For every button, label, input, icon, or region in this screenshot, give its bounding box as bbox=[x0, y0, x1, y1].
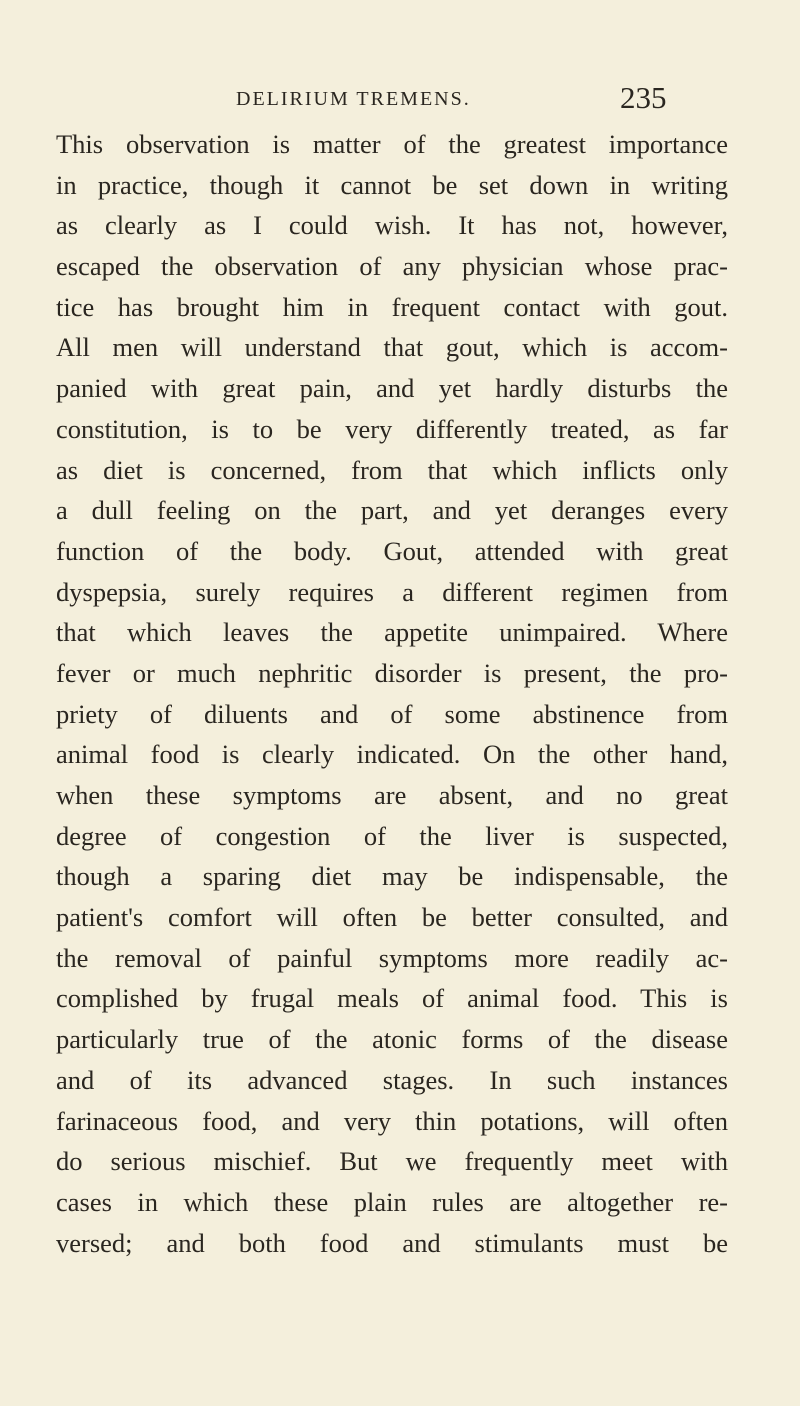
text-line: animal food is clearly indicated. On the other hand, bbox=[56, 739, 728, 770]
text-line: degree of congestion of the liver is suspected, bbox=[56, 820, 728, 851]
text-line: dyspepsia, surely requires a different regimen from bbox=[56, 576, 728, 607]
text-line: fever or much nephritic disorder is present, the pro- bbox=[56, 657, 728, 688]
text-line: All men will understand that gout, which is accom- bbox=[56, 332, 728, 363]
text-line: constitution, is to be very differently treated, as far bbox=[56, 413, 728, 444]
text-line: as diet is concerned, from that which inflicts only bbox=[56, 454, 728, 485]
text-line: when these symptoms are absent, and no great bbox=[56, 780, 728, 810]
text-line: complished by frugal meals of animal food. This is bbox=[56, 983, 728, 1014]
text-line: patient's comfort will often be better consulted, and bbox=[56, 902, 728, 933]
text-line: cases in which these plain rules are altogether re- bbox=[56, 1186, 728, 1217]
running-head bbox=[0, 80, 800, 120]
text-line: priety of diluents and of some abstinence from bbox=[56, 698, 728, 729]
page-number: 235 bbox=[620, 80, 667, 115]
text-line: escaped the observation of any physician whose prac- bbox=[56, 251, 728, 282]
text-line: in practice, though it cannot be set down in writing bbox=[56, 169, 728, 200]
text-line: panied with great pain, and yet hardly disturbs the bbox=[56, 373, 728, 404]
text-line: a dull feeling on the part, and yet deranges every bbox=[56, 495, 728, 526]
text-line: particularly true of the atonic forms of the disease bbox=[56, 1024, 728, 1055]
text-line: as clearly as I could wish. It has not, however, bbox=[56, 210, 728, 241]
running-title: DELIRIUM TREMENS. bbox=[236, 88, 471, 110]
text-line: the removal of painful symptoms more readily ac- bbox=[56, 942, 728, 973]
text-line: This observation is matter of the greatest importance bbox=[56, 129, 728, 159]
text-line: and of its advanced stages. In such instances bbox=[56, 1064, 728, 1095]
text-line: versed; and both food and stimulants must be bbox=[56, 1227, 728, 1258]
text-line: that which leaves the appetite unimpaired. Where bbox=[56, 617, 728, 648]
text-line: farinaceous food, and very thin potations, will often bbox=[56, 1105, 728, 1136]
text-line: function of the body. Gout, attended with great bbox=[56, 535, 728, 566]
text-line: tice has brought him in frequent contact with gout. bbox=[56, 291, 728, 322]
text-line: though a sparing diet may be indispensable, the bbox=[56, 861, 728, 892]
text-line: do serious mischief. But we frequently meet with bbox=[56, 1146, 728, 1177]
body-text bbox=[56, 124, 728, 1263]
